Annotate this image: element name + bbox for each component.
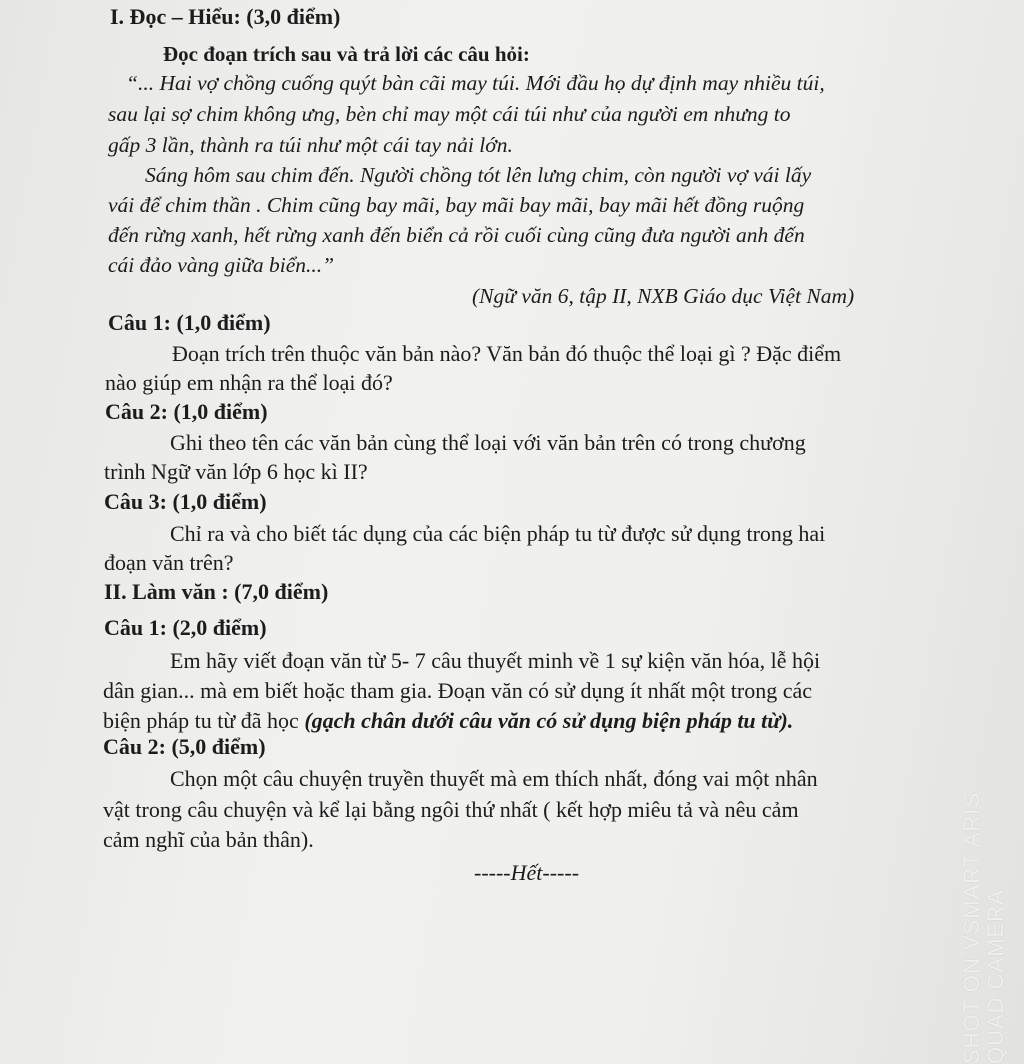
writing-question-1-title: Câu 1: (2,0 điểm): [104, 615, 267, 640]
reading-instruction: Đọc đoạn trích sau và trả lời các câu hỏi:: [163, 42, 530, 66]
question-1-line-2: nào giúp em nhận ra thể loại đó?: [105, 370, 393, 395]
writing-question-1-emphasis: (gạch chân dưới câu văn có sử dụng biện pháp tu từ).: [304, 708, 794, 733]
writing-question-1-line-2: dân gian... mà em biết hoặc tham gia. Đoạn văn có sử dụng ít nhất một trong các: [103, 678, 813, 703]
end-mark: -----Hết-----: [474, 860, 580, 885]
section1-heading: I. Đọc – Hiểu: (3,0 điểm): [110, 4, 341, 29]
writing-question-2-line-2: vật trong câu chuyện và kể lại bằng ngôi thứ nhất ( kết hợp miêu tả và nêu cảm: [103, 797, 799, 822]
section2-heading: II. Làm văn : (7,0 điểm): [104, 579, 329, 604]
question-1-title: Câu 1: (1,0 điểm): [108, 310, 271, 335]
question-2-line-2: trình Ngữ văn lớp 6 học kì II?: [104, 459, 368, 484]
question-1-line-1: Đoạn trích trên thuộc văn bản nào? Văn bản đó thuộc thể loại gì ? Đặc điểm: [172, 341, 842, 366]
passage-line-1: “... Hai vợ chồng cuống quýt bàn cãi may túi. Mới đầu họ dự định may nhiều túi,: [126, 71, 825, 95]
writing-question-1-line-1: Em hãy viết đoạn văn từ 5- 7 câu thuyết minh về 1 sự kiện văn hóa, lễ hội: [170, 648, 821, 673]
question-3-title: Câu 3: (1,0 điểm): [104, 489, 267, 514]
passage-source: (Ngữ văn 6, tập II, NXB Giáo dục Việt Nam): [472, 284, 855, 308]
question-2-title: Câu 2: (1,0 điểm): [105, 399, 268, 424]
writing-question-2-title: Câu 2: (5,0 điểm): [103, 734, 266, 759]
passage-line-6: đến rừng xanh, hết rừng xanh đến biển cả rồi cuối cùng cũng đưa người anh đến: [108, 223, 805, 247]
writing-question-1-line-3: [103, 708, 793, 734]
writing-question-2-line-3: cảm nghĩ của bản thân).: [103, 827, 314, 852]
question-2-line-1: Ghi theo tên các văn bản cùng thể loại với văn bản trên có trong chương: [170, 430, 806, 455]
passage-line-5: vái để chim thần . Chim cũng bay mãi, bay mãi bay mãi, bay mãi hết đồng ruộng: [108, 193, 805, 217]
watermark-line-1: SHOT ON VSMART ARIS: [959, 791, 984, 1064]
watermark-line-2: QUAD CAMERA: [983, 889, 1008, 1064]
passage-line-3: gấp 3 lần, thành ra túi như một cái tay nải lớn.: [108, 133, 513, 157]
question-3-line-1: Chỉ ra và cho biết tác dụng của các biện pháp tu từ được sử dụng trong hai: [170, 521, 826, 546]
question-3-line-2: đoạn văn trên?: [104, 550, 234, 575]
writing-question-1-line-3-plain: biện pháp tu từ đã học: [103, 708, 305, 733]
writing-question-2-line-1: Chọn một câu chuyện truyền thuyết mà em thích nhất, đóng vai một nhân: [170, 766, 818, 791]
camera-watermark: [960, 792, 1008, 1064]
passage-line-2: sau lại sợ chim không ưng, bèn chỉ may một cái túi như của người em nhưng to: [108, 102, 791, 126]
passage-line-4: Sáng hôm sau chim đến. Người chồng tót lên lưng chim, còn người vợ vái lấy: [145, 163, 812, 187]
passage-line-7: cái đảo vàng giữa biển...”: [108, 253, 335, 277]
